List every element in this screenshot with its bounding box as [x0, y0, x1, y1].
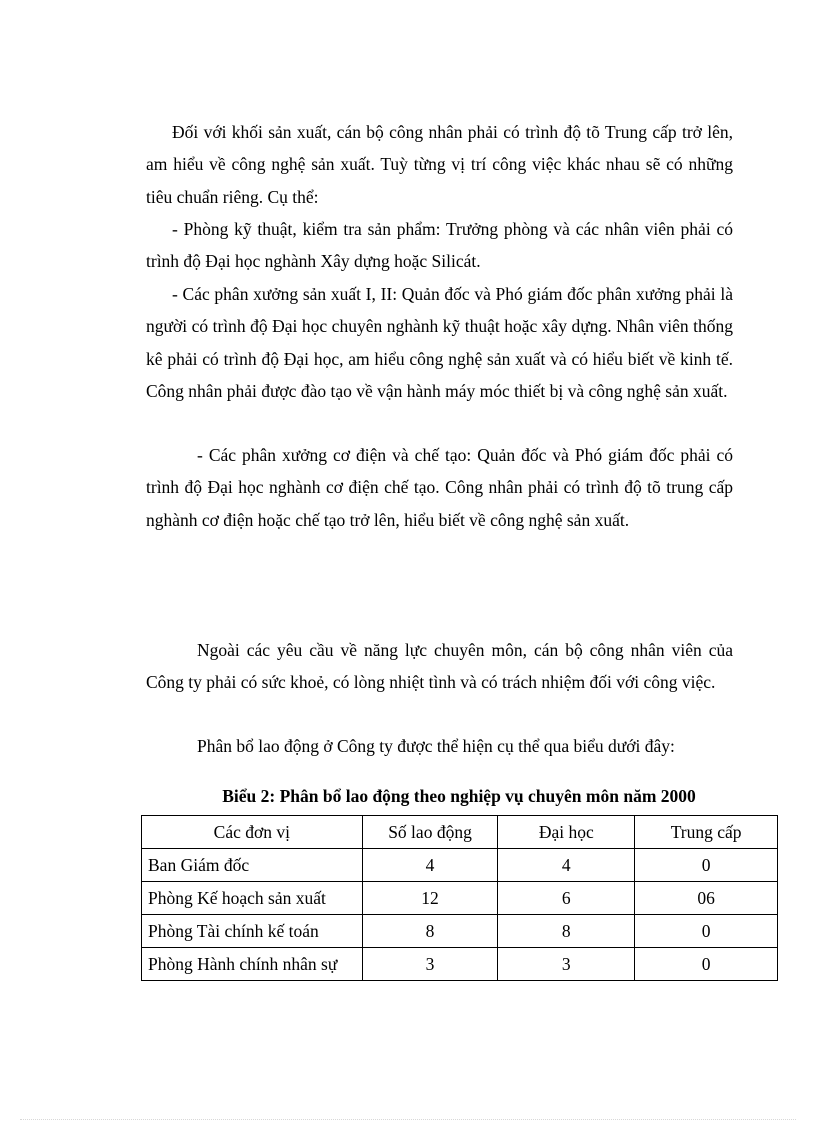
table-row: [142, 948, 778, 981]
paragraph-technical-dept: - Phòng kỹ thuật, kiểm tra sản phẩm: Trưởng phòng và các nhân viên phải có trình độ Đại học nghành Xây dựng hoặc Silicát.: [146, 219, 733, 272]
paragraph-table-intro: Phân bổ lao động ở Công ty được thể hiện cụ thể qua biểu dưới đây:: [197, 736, 675, 756]
table-header-row: [142, 816, 778, 849]
headcount-cell: 4: [362, 849, 498, 882]
paragraph-mechanical-workshops: - Các phân xưởng cơ điện và chế tạo: Quản đốc và Phó giám đốc phải có trình độ Đại học nghành cơ điện chế tạo. Công nhân phải có trình độ tõ trung cấp nghành cơ điện hoặc chế tạo trở lên, hiểu biết về công nghệ sản xuất.: [146, 445, 733, 530]
table-row: [142, 882, 778, 915]
intermediate-cell: 0: [635, 849, 778, 882]
unit-cell: Phòng Tài chính kế toán: [142, 915, 363, 948]
intermediate-cell: 0: [635, 948, 778, 981]
unit-cell: Ban Giám đốc: [142, 849, 363, 882]
table-caption: Biểu 2: Phân bổ lao động theo nghiệp vụ chuyên môn năm 2000: [222, 786, 696, 806]
header-headcount: Số lao động: [362, 816, 498, 849]
page-bottom-rule: [20, 1119, 796, 1120]
table-row: [142, 915, 778, 948]
header-university: Đại học: [498, 816, 635, 849]
university-cell: 8: [498, 915, 635, 948]
headcount-cell: 3: [362, 948, 498, 981]
header-unit: Các đơn vị: [142, 816, 363, 849]
headcount-cell: 8: [362, 915, 498, 948]
unit-cell: Phòng Hành chính nhân sự: [142, 948, 363, 981]
headcount-cell: 12: [362, 882, 498, 915]
intermediate-cell: 06: [635, 882, 778, 915]
header-intermediate: Trung cấp: [635, 816, 778, 849]
paragraph-production-staff: Đối với khối sản xuất, cán bộ công nhân phải có trình độ tõ Trung cấp trở lên, am hiểu về công nghệ sản xuất. Tuỳ từng vị trí công việc khác nhau sẽ có những tiêu chuẩn riêng. Cụ thể:: [146, 122, 733, 207]
university-cell: 3: [498, 948, 635, 981]
paragraph-production-workshops: - Các phân xưởng sản xuất I, II: Quản đốc và Phó giám đốc phân xưởng phải là người có trình độ Đại học chuyên nghành kỹ thuật hoặc xây dựng. Nhân viên thống kê phải có trình độ Đại học, am hiểu công nghệ sản xuất và có hiểu biết về kinh tế. Công nhân phải được đào tạo về vận hành máy móc thiết bị và công nghệ sản xuất.: [146, 284, 733, 401]
table-row: [142, 849, 778, 882]
intermediate-cell: 0: [635, 915, 778, 948]
paragraph-general-requirements: Ngoài các yêu cầu về năng lực chuyên môn, cán bộ công nhân viên của Công ty phải có sức khoẻ, có lòng nhiệt tình và có trách nhiệm đối với công việc.: [146, 640, 733, 693]
university-cell: 6: [498, 882, 635, 915]
labor-distribution-table: [141, 815, 778, 981]
university-cell: 4: [498, 849, 635, 882]
unit-cell: Phòng Kế hoạch sản xuất: [142, 882, 363, 915]
